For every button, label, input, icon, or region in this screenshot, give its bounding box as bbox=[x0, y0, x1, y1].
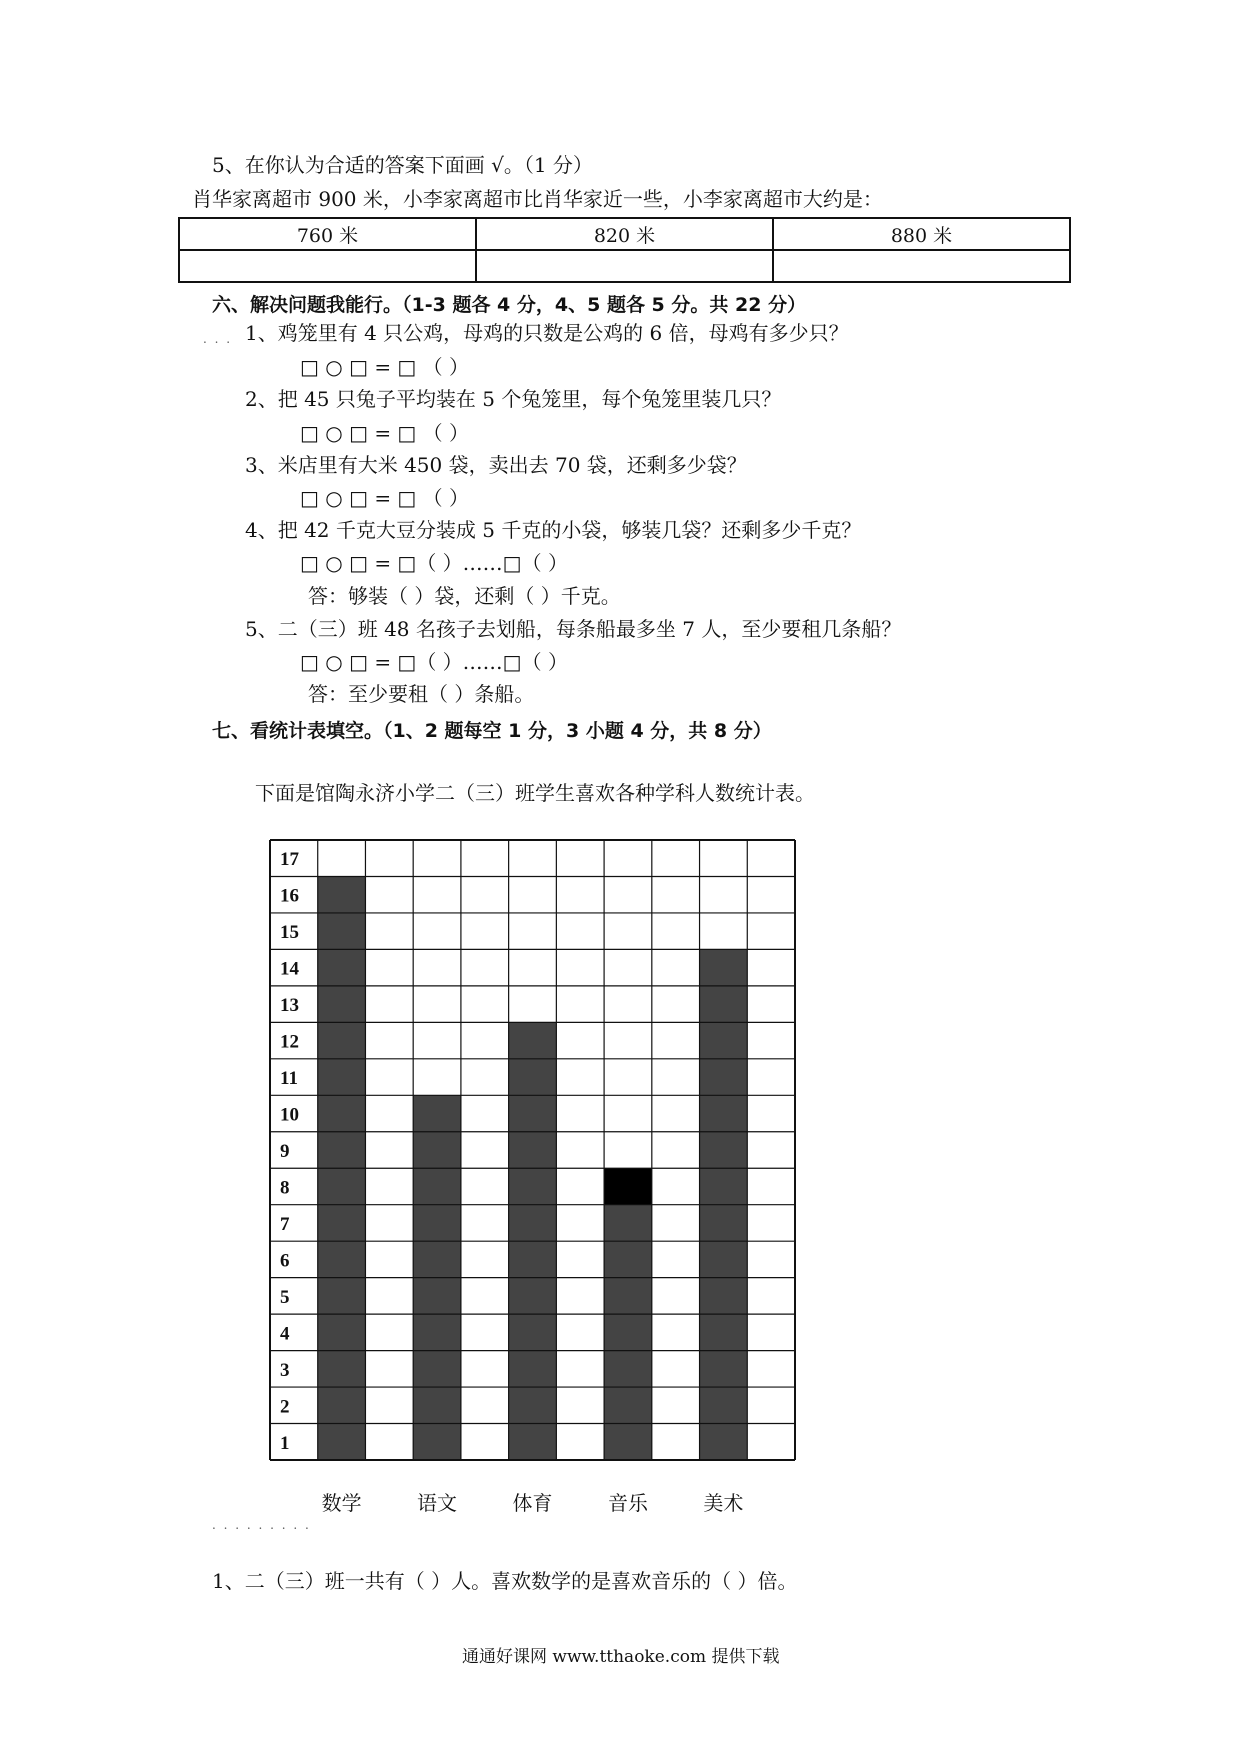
problem-2-formula: □ ○ □ = □ （ ） bbox=[300, 421, 470, 445]
y-tick-label: 13 bbox=[280, 995, 299, 1017]
problem-5-text: 5、二（三）班 48 名孩子去划船，每条船最多坐 7 人，至少要租几条船？ bbox=[245, 617, 902, 641]
section7-intro: 下面是馆陶永济小学二（三）班学生喜欢各种学科人数统计表。 bbox=[255, 781, 815, 805]
problem-1-text: 1、鸡笼里有 4 只公鸡，母鸡的只数是公鸡的 6 倍，母鸡有多少只？ bbox=[245, 321, 849, 345]
y-tick-label: 15 bbox=[280, 922, 299, 944]
problem-3-text: 3、米店里有大米 450 袋，卖出去 70 袋，还剩多少袋？ bbox=[245, 453, 747, 477]
y-tick-label: 12 bbox=[280, 1031, 299, 1053]
footer-text: 通通好课网 www.tthaoke.com 提供下载 bbox=[462, 1647, 780, 1667]
y-tick-label: 4 bbox=[280, 1323, 290, 1345]
q5-stem: 肖华家离超市 900 米，小李家离超市比肖华家近一些，小李家离超市大约是： bbox=[192, 187, 883, 211]
q5-option-1: 760 米 bbox=[179, 218, 476, 250]
problem-1-formula: □ ○ □ = □ （ ） bbox=[300, 355, 470, 379]
y-tick-label: 9 bbox=[280, 1141, 290, 1162]
y-tick-label: 10 bbox=[280, 1104, 299, 1126]
x-category-label: 体育 bbox=[512, 1491, 553, 1515]
q5-title: 5、在你认为合适的答案下面画 √。（1 分） bbox=[212, 153, 593, 177]
y-tick-label: 3 bbox=[280, 1359, 290, 1381]
question-1: 1、二（三）班一共有（ ）人。喜欢数学的是喜欢音乐的（ ）倍。 bbox=[212, 1569, 798, 1593]
margin-dots: . . . . . . . . . bbox=[212, 1518, 311, 1532]
x-category-label: 美术 bbox=[703, 1491, 744, 1515]
y-tick-label: 7 bbox=[280, 1213, 290, 1235]
problem-3-formula: □ ○ □ = □ （ ） bbox=[300, 486, 470, 510]
problem-2-text: 2、把 45 只兔子平均装在 5 个兔笼里，每个兔笼里装几只？ bbox=[245, 387, 782, 411]
bar-top-cell-音乐 bbox=[604, 1168, 652, 1204]
y-tick-label: 6 bbox=[280, 1250, 290, 1272]
problem-4-text: 4、把 42 千克大豆分装成 5 千克的小袋，够装几袋？还剩多少千克？ bbox=[245, 518, 862, 542]
y-tick-label: 2 bbox=[280, 1396, 290, 1418]
q5-option-2: 820 米 bbox=[476, 218, 773, 250]
y-tick-label: 11 bbox=[280, 1068, 298, 1090]
x-category-label: 数学 bbox=[321, 1491, 362, 1515]
problem-4-answer: 答：够装（ ）袋，还剩（ ）千克。 bbox=[308, 584, 621, 608]
y-tick-label: 14 bbox=[280, 958, 299, 980]
y-tick-label: 5 bbox=[280, 1286, 290, 1308]
x-category-label: 语文 bbox=[417, 1491, 458, 1515]
section6-title: 六、解决问题我能行。（1-3 题各 4 分，4、5 题各 5 分。共 22 分） bbox=[212, 294, 807, 316]
problem-4-formula: □ ○ □ = □（ ）……□（ ） bbox=[300, 551, 568, 575]
section7-title: 七、看统计表填空。（1、2 题每空 1 分，3 小题 4 分，共 8 分） bbox=[212, 720, 772, 742]
x-category-label: 音乐 bbox=[607, 1491, 648, 1515]
problem-5-answer: 答：至少要租（ ）条船。 bbox=[308, 682, 535, 706]
margin-dots: . . . bbox=[203, 332, 233, 346]
problem-5-formula: □ ○ □ = □（ ）……□（ ） bbox=[300, 650, 568, 674]
q5-option-3: 880 米 bbox=[773, 218, 1070, 250]
y-tick-label: 8 bbox=[280, 1177, 290, 1199]
y-tick-label: 1 bbox=[280, 1432, 290, 1454]
y-tick-label: 17 bbox=[280, 849, 299, 871]
y-tick-label: 16 bbox=[280, 885, 299, 907]
